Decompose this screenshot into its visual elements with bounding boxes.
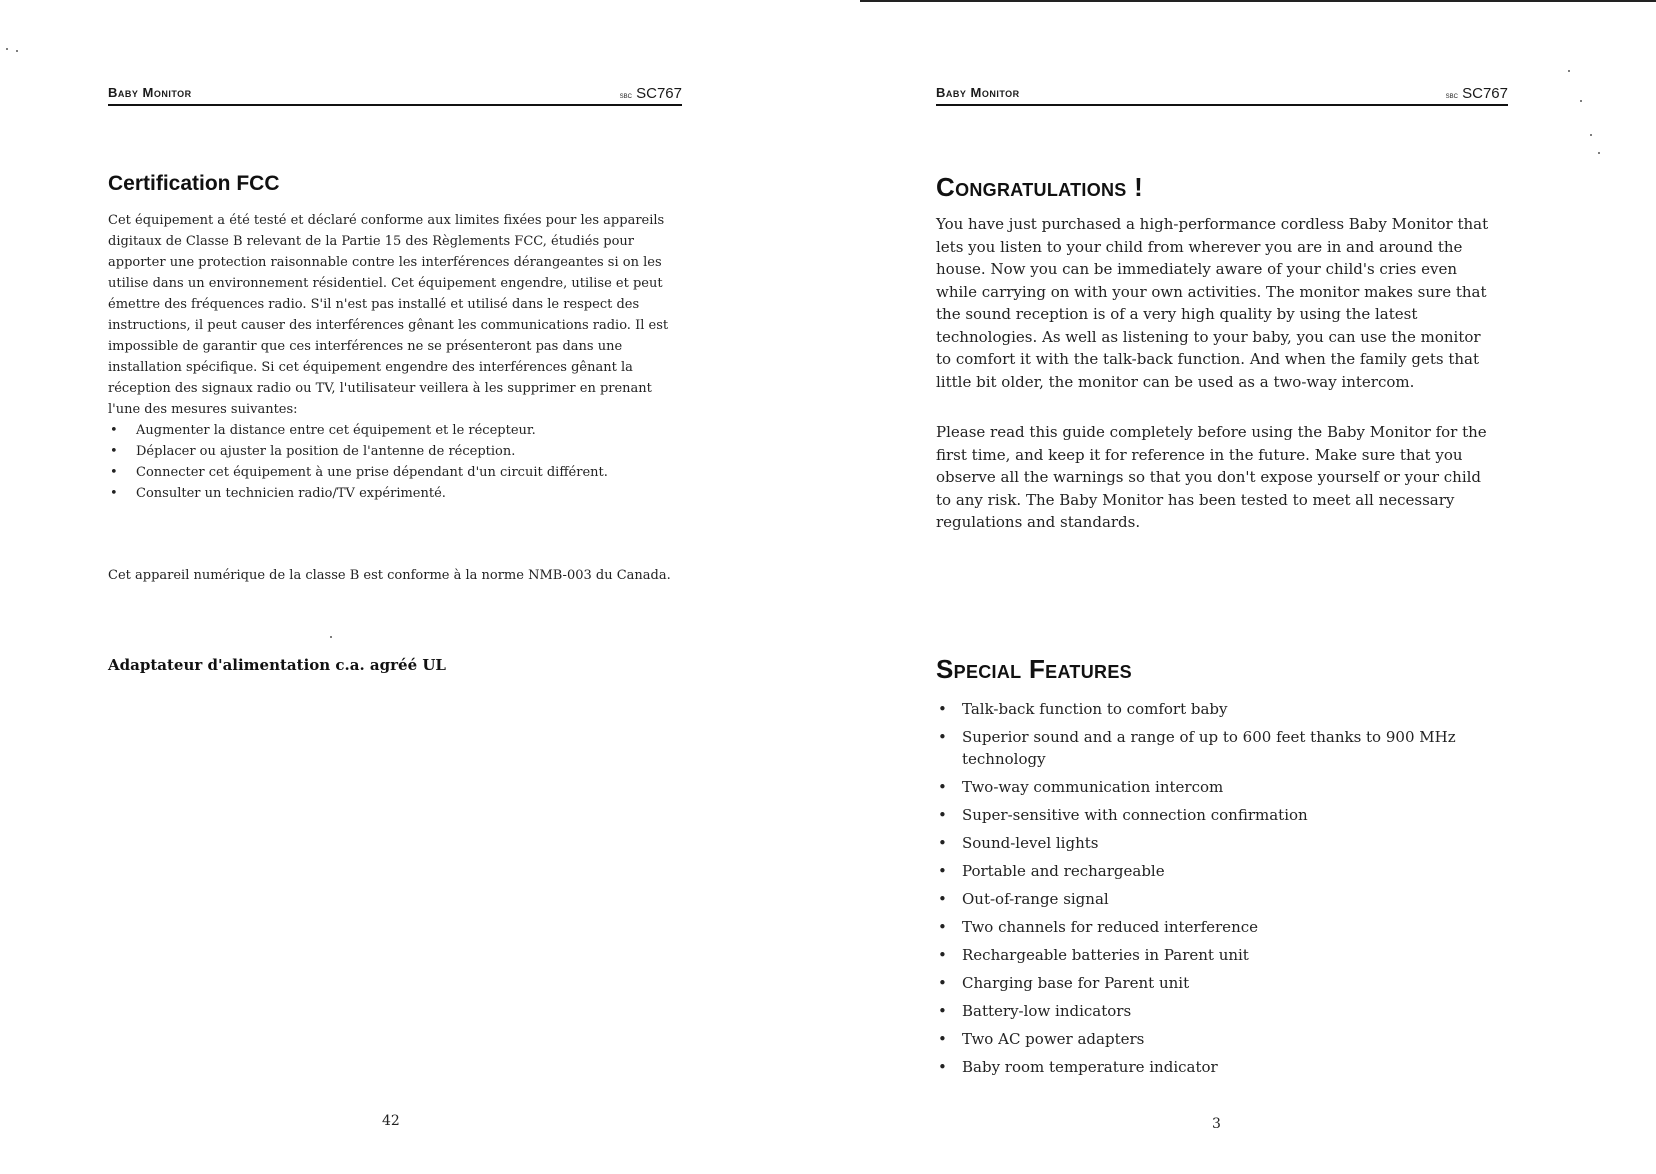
list-item: • Two-way communication intercom bbox=[936, 776, 1496, 798]
header-title: Baby Monitor bbox=[108, 85, 192, 100]
list-item: • Déplacer ou ajuster la position de l'antenne de réception. bbox=[108, 441, 680, 462]
list-item: • Two channels for reduced interference bbox=[936, 916, 1496, 938]
list-item: • Augmenter la distance entre cet équipement et le récepteur. bbox=[108, 420, 680, 441]
right-page bbox=[828, 0, 1656, 1174]
header-model-number: SC767 bbox=[1462, 85, 1508, 102]
scan-speck bbox=[1580, 100, 1582, 102]
list-item: • Talk-back function to comfort baby bbox=[936, 698, 1496, 720]
special-features-heading: Special Features bbox=[936, 654, 1132, 684]
scan-speck bbox=[1568, 70, 1570, 72]
page-number-left: 42 bbox=[382, 1113, 400, 1129]
list-item: • Sound-level lights bbox=[936, 832, 1496, 854]
list-item: • Super-sensitive with connection confirmation bbox=[936, 804, 1496, 826]
fcc-measures-list bbox=[108, 420, 680, 504]
header-model bbox=[620, 85, 682, 102]
list-item: • Charging base for Parent unit bbox=[936, 972, 1496, 994]
list-item: • Battery-low indicators bbox=[936, 1000, 1496, 1022]
header-model-prefix: sbc bbox=[1445, 90, 1458, 100]
fcc-body-text: Cet équipement a été testé et déclaré conforme aux limites fixées pour les appareils digitaux de Classe B relevant de la Partie 15 des Règlements FCC, étudiés pour apporter une protection raisonnable contre les interférences dérangeantes si on les utilise dans un environnement résidentiel. Cet équipement engendre, utilise et peut émettre des fréquences radio. S'il n'est pas installé et utilisé dans le respect des instructions, il peut causer des interférences gênant les communications radio. Il est impossible de garantir que ces interférences ne se présenteront pas dans une installation spécifique. Si cet équipement engendre des interférences gênant la réception des signaux radio ou TV, l'utilisateur veillera à les supprimer en prenant l'une des mesures suivantes: bbox=[108, 213, 669, 417]
scan-speck bbox=[1598, 152, 1600, 154]
page-number-right: 3 bbox=[1212, 1116, 1221, 1132]
header-title: Baby Monitor bbox=[936, 85, 1020, 100]
scan-speck bbox=[330, 636, 332, 638]
fcc-heading: Certification FCC bbox=[108, 172, 280, 195]
special-features-list bbox=[936, 698, 1496, 1084]
header-model bbox=[1446, 85, 1508, 102]
list-item: • Baby room temperature indicator bbox=[936, 1056, 1496, 1078]
congratulations-paragraph-2: Please read this guide completely before using the Baby Monitor for the first time, and keep it for reference in the future. Make sure that you observe all the warnings so that you don't expose yourself or your child to any risk. The Baby Monitor has been tested to meet all necessary regulations and standards. bbox=[936, 423, 1487, 531]
list-item: • Consulter un technicien radio/TV expérimenté. bbox=[108, 483, 680, 504]
adapter-heading: Adaptateur d'alimentation c.a. agréé UL bbox=[108, 656, 446, 674]
scan-speck bbox=[6, 48, 8, 50]
canada-compliance-note: Cet appareil numérique de la classe B est conforme à la norme NMB-003 du Canada. bbox=[108, 568, 671, 583]
running-header-right bbox=[936, 80, 1508, 106]
scan-speck bbox=[16, 50, 18, 52]
list-item: • Two AC power adapters bbox=[936, 1028, 1496, 1050]
header-model-prefix: sbc bbox=[619, 90, 632, 100]
list-item: • Superior sound and a range of up to 600 feet thanks to 900 MHz technology bbox=[936, 726, 1496, 770]
list-item: • Rechargeable batteries in Parent unit bbox=[936, 944, 1496, 966]
congratulations-paragraph-1: You have just purchased a high-performance cordless Baby Monitor that lets you listen to your child from wherever you are in and around the house. Now you can be immediately aware of your child's cries even while carrying on with your own activities. The monitor makes sure that the sound reception is of a very high quality by using the latest technologies. As well as listening to your baby, you can use the monitor to comfort it with the talk-back function. And when the family gets that little bit older, the monitor can be used as a two-way intercom. bbox=[936, 215, 1489, 391]
header-model-number: SC767 bbox=[636, 85, 682, 102]
scan-speck bbox=[1590, 134, 1592, 136]
list-item: • Portable and rechargeable bbox=[936, 860, 1496, 882]
congratulations-heading: Congratulations ! bbox=[936, 172, 1144, 202]
list-item: • Connecter cet équipement à une prise dépendant d'un circuit différent. bbox=[108, 462, 680, 483]
list-item: • Out-of-range signal bbox=[936, 888, 1496, 910]
running-header-left bbox=[108, 80, 682, 106]
